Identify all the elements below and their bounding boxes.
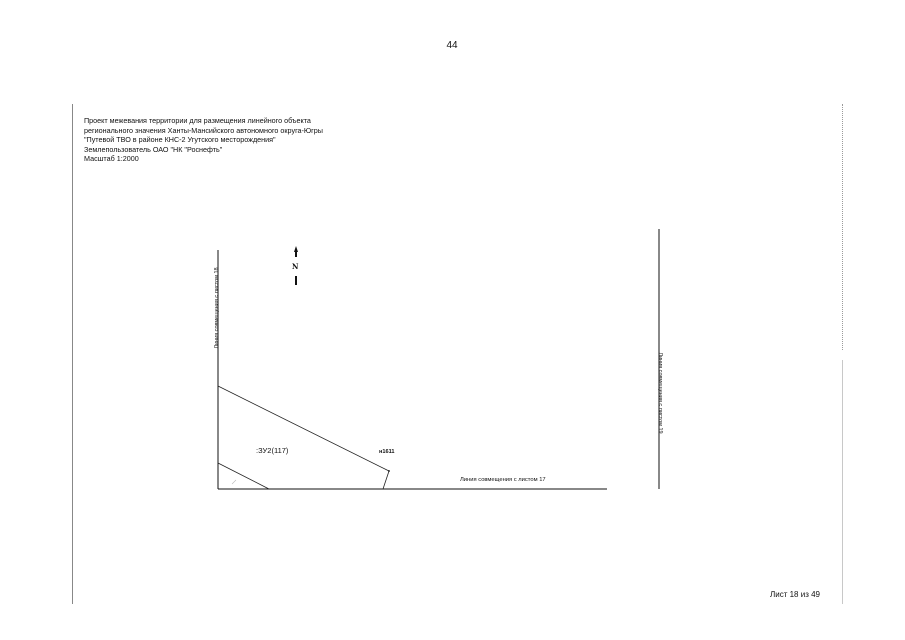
parcel-boundary-corner — [383, 471, 389, 489]
parcel-boundary-lower — [218, 463, 269, 489]
north-arrow-bottom-bar — [295, 276, 297, 285]
header-line-3: "Путевой ТВО в районе КНС-2 Угутского месторождения" — [84, 135, 276, 145]
parcel-boundary-upper — [218, 386, 389, 471]
north-arrow-top-bar — [295, 252, 297, 257]
hatch-mark — [232, 480, 236, 484]
north-letter: N — [292, 262, 299, 271]
header-line-4: Землепользователь ОАО "НК "Роснефть" — [84, 144, 223, 154]
match-line-label-right: Линия совмещения с листом 19 — [657, 352, 663, 434]
parcel-label: :ЗУ2(117) — [256, 446, 289, 455]
match-line-label-left: Линия совмещения с листом 18 — [214, 267, 220, 349]
page-number: 44 — [446, 40, 458, 51]
header-line-1: Проект межевания территории для размещения линейного объекта — [84, 116, 311, 125]
sheet-number: Лист 18 из 49 — [770, 590, 820, 599]
header-line-2: регионального значения Ханты-Мансийского автономного округа-Югры — [84, 125, 323, 135]
boundary-point-label: н1611 — [379, 449, 395, 455]
header-line-5-scale: Масштаб 1:2000 — [84, 154, 139, 164]
boundary-point-marker — [388, 470, 390, 472]
north-arrow-head — [294, 246, 298, 252]
match-line-label-bottom: Линия совмещения с листом 17 — [460, 477, 546, 483]
